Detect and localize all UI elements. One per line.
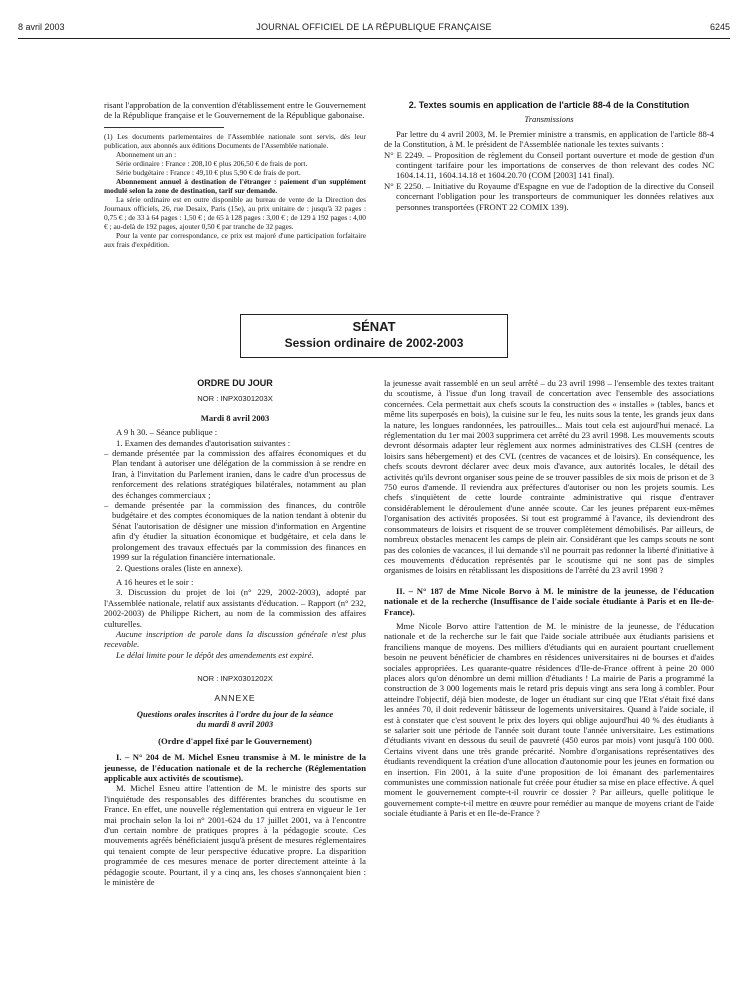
footnote xyxy=(104,132,366,249)
document-item: N° E 2249. – Proposition de règlement du Conseil portant ouverture et mode de gestion d'un contingent tarifaire pour les importations de conserves de thon relevant des codes NC 1604.14.11, 1604.14.18 et 1604.20.70 (COM [2003] 141 final). xyxy=(384,149,714,181)
agenda-item: 2. Questions orales (liste en annexe). xyxy=(116,562,243,573)
header-page-number: 6245 xyxy=(709,22,730,32)
header-rule xyxy=(18,38,730,39)
session-time: A 9 h 30. – Séance publique : xyxy=(116,427,218,438)
footnote-line: La série ordinaire est en outre disponible au bureau de vente de la Direction des Journaux officiels, 26, rue Desaix, Paris (15e), au prix unitaire de : jusqu'à 32 pages : 0,75 € ; de 33 à 64 pages : 1,50 € ; de 65 à 128 pages : 3,00 € ; de 129 à 192 pages : 4,00 € ; au-delà de 192 pages, ajouter 0,50 € par tranche de 32 pages. xyxy=(104,194,366,231)
footnote-line: Abonnement annuel à destination de l'étranger : paiement d'un supplément modulé selon la zone de destination, tarif sur demande. xyxy=(104,176,366,195)
footnote-line: Série budgétaire : France : 49,10 € plus 5,90 € de frais de port. xyxy=(116,167,301,177)
agenda-subitem: – demande présentée par la commission des finances, du contrôle budgétaire et des comptes économiques de la nation tendant à obtenir du Sénat l'autorisation de désigner une mission d'information en Argentine afin d'y étudier la situation économique et budgétaire, et cela dans le prolongement des travaux effectués par la commission des finances en 1999 sur la régulation financière internationale. xyxy=(104,500,366,563)
continuation-text: risant l'approbation de la convention d'établissement entre le Gouvernement de la République française et le Gouvernement de la République gabonaise. xyxy=(104,100,366,121)
question-title: II. – N° 187 de Mme Nicole Borvo à M. le ministre de la jeunesse, de l'éducation nationale et de la recherche (Insuffisance de l'aide sociale étudiante à Paris et en Ile-de-France). xyxy=(384,585,714,617)
document-item: N° E 2250. – Initiative du Royaume d'Espagne en vue de l'adoption de la directive du Conseil concernant l'obligation pour les transporteurs de communiquer les données relatives aux personnes transportées (FRONT 22 COMIX 139). xyxy=(384,180,714,212)
senat-title: SÉNAT xyxy=(352,319,396,334)
session-time: A 16 heures et le soir : xyxy=(116,576,194,587)
session-day: Mardi 8 avril 2003 xyxy=(200,412,270,423)
footnote-line: Pour la vente par correspondance, ce prix est majoré d'une participation forfaitaire aux frais d'expédition. xyxy=(104,230,366,249)
question-title: I. – N° 204 de M. Michel Esneu transmise à M. le ministre de la jeunesse, de l'éducation nationale et de la recherche (Réglementation applicable aux activités de scoutisme). xyxy=(104,752,366,783)
right-column xyxy=(384,378,714,819)
footnote-rule xyxy=(104,127,224,128)
annexe-title: ANNEXE xyxy=(214,692,256,703)
section-subheading: Transmissions xyxy=(524,114,574,125)
question-text: M. Michel Esneu attire l'attention de M. le ministre des sports sur l'inquiétude des responsables des différentes branches du scoutisme en France. En effet, une nouvelle réglementation qui entrera en vigueur le 1er mai prochain selon la loi n° 2001-624 du 17 juillet 2001, va à l'encontre d'un certain nombre de pratiques propres à la pédagogie scoute. Ces mouvements agréés bénéficiaient jusqu'à présent de mesures réglementaires qui tenaient compte de leur perspective éducative propre. La disparition programmée de ces mesures menace de porter directement atteinte à la pédagogie scoute. Pourtant, il y a cinq ans, les choses s'annonçaient bien : le ministère de xyxy=(104,783,366,888)
top-left-block xyxy=(104,100,366,249)
senat-subtitle: Session ordinaire de 2002-2003 xyxy=(284,336,464,350)
agenda-note: Aucune inscription de parole dans la discussion générale n'est plus recevable. xyxy=(104,628,366,650)
agenda-item: 3. Discussion du projet de loi (n° 229, 2002-2003), adopté par l'Assemblée nationale, relatif aux assistants d'éducation. – Rapport (n° 232, 2002-2003) de Philippe Richert, au nom de la commission des affaires culturelles. xyxy=(104,587,366,629)
footnote-line: Abonnement un an : xyxy=(116,149,177,159)
ordre-du-jour-title: ORDRE DU JOUR xyxy=(197,378,273,388)
ordre-appel: (Ordre d'appel fixé par le Gouvernement) xyxy=(158,735,312,746)
agenda-item: 1. Examen des demandes d'autorisation suivantes : xyxy=(116,437,291,448)
left-column xyxy=(104,378,366,887)
section-heading: 2. Textes soumis en application de l'article 88-4 de la Constitution xyxy=(408,100,690,110)
top-right-block xyxy=(384,100,714,212)
question-text: la jeunesse avait rassemblé en un seul arrêté – du 23 avril 1998 – l'ensemble des textes traitant du scoutisme, à l'issue d'un long travail de concertation avec l'ensemble des associations concernées. Cela permettait aux chefs scouts la construction des « installes » (tables, bancs et même lits superposés en bois), la cuisine sur le feu, les nuits sous la tente, les grands jeux dans la nature, les longues randonnées, les patrouilles... Mais tout cela est aujourd'hui menacé. La réglementation du 1er mai 2003 supprimera cet arrêté du 23 avril 1998. Les mouvements scouts devront désormais adapter leur règlement aux normes administratives des CLSH (centres de loisirs sans hébergement) et des CVL (centres de vacances et de loisirs). En conséquence, les chefs scouts devront déclarer avec deux mois d'avance, aux autorités locales, le détail des activités qu'ils devront organiser sous peine de se trouver passibles de six mois de prison et de 3 750 euros d'amende. Il reviendra aux préfectures d'autoriser ou non les projets soumis. Les chefs s'inquiètent de cette lourde contrainte administrative qui risque d'entraver considérablement le déroulement d'une année scoute. Car les jeunes préparent eux-mêmes l'organisation des activités proposées. Si tout est programmé à l'avance, ils deviendront des consommateurs de loisirs et risquent de se trouver complètement démobilisés. Par ailleurs, de nombreux obstacles menacent les camps de plein air. Considérant que les camps scouts ne sont pas des colonies de vacances, il lui demande s'il ne pourrait pas redonner la liberté d'initiative à ces mouvements d'éducation représentés par le scoutisme qui ne sont pas de simples organismes de loisirs en rétablissant les dispositions de l'arrêté du 23 avril 1998 ? xyxy=(384,378,714,576)
header-date: 8 avril 2003 xyxy=(18,22,65,32)
footnote-line: Série ordinaire : France : 208,10 € plus 206,50 € de frais de port. xyxy=(116,158,308,168)
header-title: JOURNAL OFFICIEL DE LA RÉPUBLIQUE FRANÇAISE xyxy=(256,22,492,32)
senat-box xyxy=(240,314,508,358)
agenda-note: Le délai limite pour le dépôt des amendements est expiré. xyxy=(116,649,314,660)
intro-text: Par lettre du 4 avril 2003, M. le Premier ministre a transmis, en application de l'article 88-4 de la Constitution, à M. le président de l'Assemblée nationale les textes suivants : xyxy=(384,128,714,150)
nor-reference: NOR : INPX0301203X xyxy=(197,394,273,404)
nor-reference: NOR : INPX0301202X xyxy=(197,674,273,684)
footnote-line: (1) Les documents parlementaires de l'Assemblée nationale sont servis, dès leur publication, aux abonnés aux éditions Documents de l'Assemblée nationale. xyxy=(104,131,366,150)
agenda-subitem: – demande présentée par la commission des affaires économiques et du Plan tendant à autoriser une délégation de la commission à se rendre en Iran, à l'invitation du Parlement iranien, dans le cadre d'un processus de renforcement des relations stratégiques bilatérales, notamment au plan des échanges commerciaux ; xyxy=(104,448,366,500)
page-header xyxy=(18,22,730,36)
question-text: Mme Nicole Borvo attire l'attention de M. le ministre de la jeunesse, de l'éducation nationale et de la recherche sur le fait que l'aide sociale attribuée aux étudiants parisiens et franciliens manque de moyens. Des milliers d'étudiants qui en auraient pourtant cruellement besoin ne peuvent bénéficier de chambres en résidences universitaires ni de bourses et d'aides sociales appropriées. Les quarante-quatre résidences d'Ile-de-France offrent à peine 20 000 places alors qu'on dénombre un demi million d'étudiants ! La mairie de Paris a programmé la construction de 3 000 logements mais le retard pris depuis vingt ans sera long à combler. Pour atteindre l'objectif, déjà bien modeste, de loger un étudiant sur cinq que l'Etat s'était fixé dans les années 70, il doit redevenir bâtisseur de logements universitaires. Quand à l'aide sociale, il est à constater que c'est souvent le prix des loyers qui oblige aujourd'hui 40 % des étudiants à se salarier soit une période de l'année soit durant toute l'année universitaire. Les estimations d'étudiants vivant en dessous du seuil de pauvreté (450 euros par mois) vont jusqu'à 100 000. Certains vivent dans une très grande précarité. Nombre d'organisations représentatives des étudiants revendiquent la création d'une allocation d'autonomie pour les jeunes en formation ou en insertion. Fin 2001, à la suite d'une proposition de loi émanant des parlementaires communistes une commission nationale fut créée pour étudier sa mise en place effective. A quel moment le gouvernement compte-t-il rouvrir ce dossier ? Par ailleurs, quelle politique le gouvernement compte-t-il mettre en œuvre pour remédier au manque de moyens criant de l'aide sociale étudiante à Paris et en Ile-de-France ? xyxy=(384,620,714,819)
annexe-subtitle: Questions orales inscrites à l'ordre du jour de la séance du mardi 8 avril 2003 xyxy=(136,708,334,730)
